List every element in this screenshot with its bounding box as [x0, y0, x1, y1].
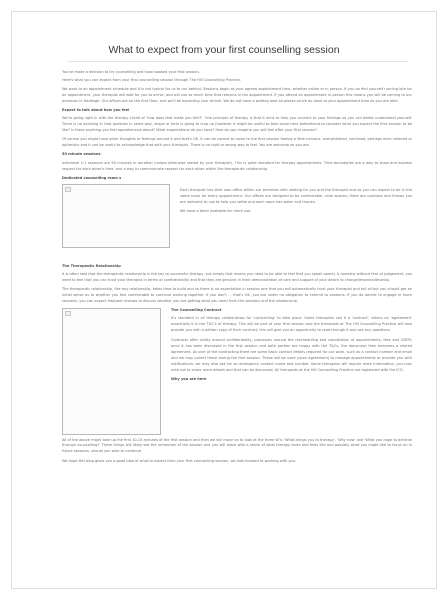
section-paragraph: It's standard in all therapy relationships for 'contracting' to take place. Some therapists call it a 'contract', others an 'agreement' essentially it is the T&C's of therapy. This will be part of your first session and the therapists at The Hill Counselling Practice will also provide you with a written copy of their contract, this will give you an opportunity to read through it and ask any questions.: [171, 316, 412, 333]
title-divider: [68, 61, 408, 62]
section-paragraph: It is often said that the therapeutic relationship is the key to successful therapy, put simply that means you need to be able to feel that you speak openly & honestly without fear of judgement, you need to feel that you can trust your therapist in terms of confidentiality and that they are genuine in their demonstration of care and support of your desire to change/improve/develop.: [62, 272, 412, 283]
section-heading: 50 minute sessions: [62, 152, 101, 157]
article-body: [62, 70, 412, 465]
section-paragraph: We're going right in with the therapy cliché of 'how does that make you feel?'. One principle of therapy is that it aims to help you connect to your feelings so you can better understand yourself. There is no avoiding it; that question in some way, shape or form is going to crop up (however it might be useful to take some time beforehand to consider what you expect the first session to be like? Is there anything you feel apprehensive about? What expectations do you have? How do you imagine you will feel after your first session?: [62, 116, 412, 133]
section-heading: The Counselling Contract: [171, 308, 222, 313]
image-text-block: [62, 308, 412, 435]
section-heading: The Therapeutic Relationship: [62, 264, 121, 269]
broken-image-icon: [65, 311, 71, 316]
section-paragraph: The therapeutic relationship, like any relationship, takes time to build and so there is no expectation in session one that you will automatically trust your therapist and tell all but you should get an initial sense as to whether you feel comfortable to continue working together. If you don't ... that's OK, you are under no obligation to commit to sessions. If you do decide to engage in more sessions, you can expect frequent reviews to discuss whether you are getting what you need from the sessions and the relationship.: [62, 286, 412, 303]
article-page: [11, 11, 437, 589]
contract-image-placeholder: [62, 308, 161, 435]
image-side-text: [180, 184, 412, 214]
section-paragraph: Each therapist has their own office within our premises with seating for you and the therapist and so you can expect to be in the same room for every appointment. Our offices are designed to be comfortable, calm spaces; there are cushions and throws you are welcome to use to help you settle and each room has water and tissues.: [180, 188, 412, 205]
intro-paragraph: You've made a decision to try counselling and have booked your first session.: [62, 70, 200, 74]
section-paragraph: All of the above might take up the first 10-15 minutes of the first session and then we will move on to look at the three W's: 'What brings you to therapy', 'Why now' and 'What you hope to achieve through counselling?' These things will likely see the remainder of the session and you will leave with a sense of what therapy looks and feels like and possibly what you might like to focus on in future sessions, should you wish to continue.: [62, 437, 412, 454]
section-paragraph: We have a toilet available for client use.: [180, 208, 252, 213]
image-side-text: [171, 308, 412, 383]
intro-paragraph: Here's what you can expect from your first counselling session through The Hill Counselling Practice.: [62, 78, 242, 83]
room-image-placeholder: [62, 184, 170, 248]
intro-paragraph: We work to an appointment schedule and it is not typical for us to run behind. Sessions begin at your agreed appointment time, whether online or in person. If you do find yourself running late for an appointment, your therapist will wait for you to arrive, and will use as much time that remains in the appointment. If you attend an appointment in-person this means you will be coming to our premises in Hadleigh. Our offices are on the first floor, and we'll be expecting your arrival. We do not have a waiting area so please arrive as close to your appointment time as you are able.: [62, 86, 412, 103]
image-text-block: [62, 184, 412, 248]
section-heading: Dedicated counselling room s: [62, 176, 122, 181]
broken-image-icon: [65, 187, 71, 192]
section-heading: Expect to talk about how you feel: [62, 108, 130, 113]
page-title: What to expect from your first counselling session: [108, 44, 340, 56]
section-paragraph: Of course you might have other thoughts or feelings around it and that's OK. It can be normal to come to the first session feeling a little nervous, overwhelmed, confused, perhaps even relieved or optimistic and it can be useful to acknowledge that with your therapist. There is no right or wrong way to feel. You are welcome as you are.: [62, 136, 412, 147]
section-paragraph: Contracts offer clarity around confidentiality, processes around the rescheduling and cancellation of appointments, fees and GDPR; once it has been discussed in the first session and both parties are happy with the T&Cs, the document then becomes a shared agreement. As part of the contracting there are some basic contact details required for our work, such as a contact number and email and we may collect these during the first session. These will be used (upon agreement) to manage appointments or provide you with notifications; we may also ask for an emergency contact name and number. Some therapists will require more information, you may wish not to share more details and that can be discussed. All therapists at the Hill Counselling Practice are registered with the ICO.: [171, 337, 412, 372]
closing-paragraph: We hope this blog gives you a good idea of what to expect from your first counselling session, we look forward to working with you.: [62, 458, 297, 463]
section-heading: Why you are here: [171, 377, 207, 382]
section-paragraph: Individual 1:1 sessions are 50 minutes in duration (unless otherwise stated by your therapist). This is quite standard for therapy appointments. Time boundaries are a way to show and express respect for each other's time, and a way to communicate respect for each other within the therapeutic relationship.: [62, 160, 412, 171]
